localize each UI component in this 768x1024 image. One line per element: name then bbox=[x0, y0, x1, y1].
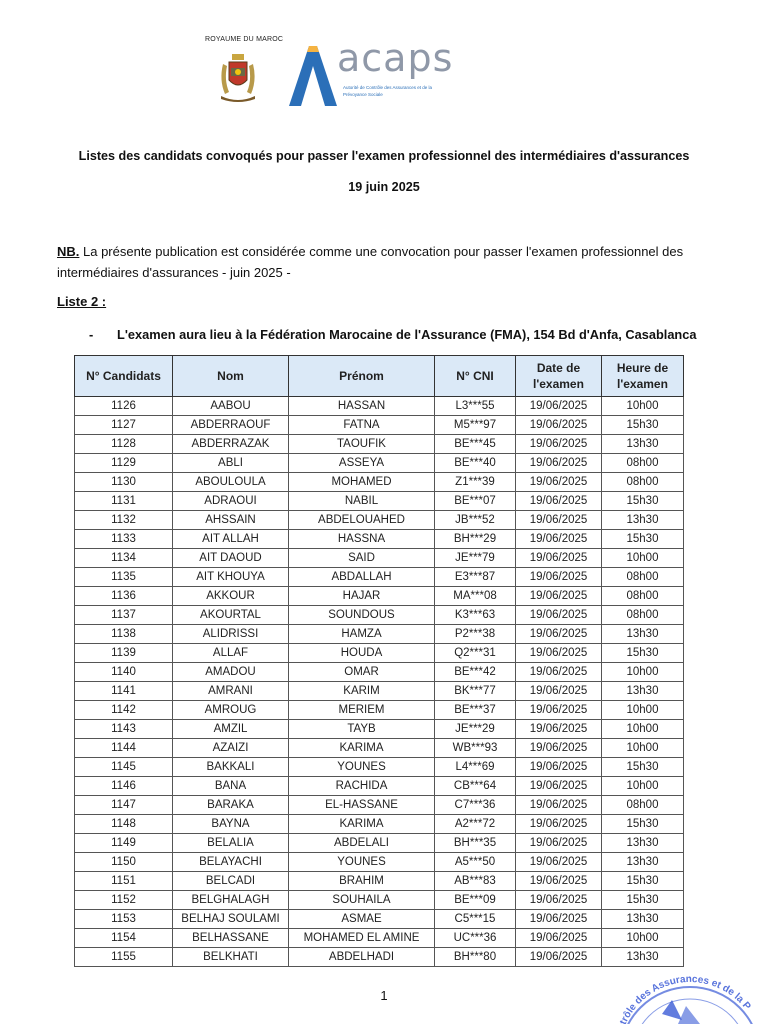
document-date: 19 juin 2025 bbox=[348, 180, 420, 194]
cell-cni: Z1***39 bbox=[435, 473, 516, 492]
cell-exam-date: 19/06/2025 bbox=[516, 606, 602, 625]
cell-cni: JE***79 bbox=[435, 549, 516, 568]
cell-exam-date: 19/06/2025 bbox=[516, 530, 602, 549]
cell-candidate-number: 1133 bbox=[75, 530, 173, 549]
cell-candidate-number: 1127 bbox=[75, 416, 173, 435]
page-number: 1 bbox=[380, 988, 388, 1003]
cell-exam-date: 19/06/2025 bbox=[516, 796, 602, 815]
table-row bbox=[75, 739, 684, 758]
cell-first-name: TAYB bbox=[289, 720, 435, 739]
nb-text: La présente publication est considérée comme une convocation pour passer l'examen professionnel des intermédiaires d'assurances - juin 2025 - bbox=[57, 244, 684, 280]
cell-last-name: ABDERRAOUF bbox=[173, 416, 289, 435]
cell-exam-hour: 08h00 bbox=[602, 454, 684, 473]
cell-last-name: AHSSAIN bbox=[173, 511, 289, 530]
cell-candidate-number: 1153 bbox=[75, 910, 173, 929]
cell-candidate-number: 1147 bbox=[75, 796, 173, 815]
cell-exam-hour: 10h00 bbox=[602, 663, 684, 682]
cell-candidate-number: 1134 bbox=[75, 549, 173, 568]
cell-first-name: YOUNES bbox=[289, 853, 435, 872]
cell-exam-hour: 10h00 bbox=[602, 739, 684, 758]
cell-last-name: BANA bbox=[173, 777, 289, 796]
table-row bbox=[75, 397, 684, 416]
cell-last-name: BARAKA bbox=[173, 796, 289, 815]
cell-last-name: BELKHATI bbox=[173, 948, 289, 967]
cell-candidate-number: 1155 bbox=[75, 948, 173, 967]
cell-first-name: YOUNES bbox=[289, 758, 435, 777]
cell-exam-hour: 13h30 bbox=[602, 435, 684, 454]
cell-cni: C7***36 bbox=[435, 796, 516, 815]
cell-exam-hour: 10h00 bbox=[602, 549, 684, 568]
cell-exam-date: 19/06/2025 bbox=[516, 777, 602, 796]
table-row bbox=[75, 910, 684, 929]
table-row bbox=[75, 948, 684, 967]
cell-candidate-number: 1143 bbox=[75, 720, 173, 739]
brand-subtitle: Autorité de Contrôle des Assurances et de la Prévoyance Sociale bbox=[343, 85, 433, 97]
cell-exam-hour: 08h00 bbox=[602, 568, 684, 587]
cell-exam-date: 19/06/2025 bbox=[516, 720, 602, 739]
cell-exam-date: 19/06/2025 bbox=[516, 549, 602, 568]
cell-candidate-number: 1146 bbox=[75, 777, 173, 796]
cell-first-name: FATNA bbox=[289, 416, 435, 435]
cell-last-name: AKOURTAL bbox=[173, 606, 289, 625]
cell-last-name: AIT DAOUD bbox=[173, 549, 289, 568]
cell-last-name: ALIDRISSI bbox=[173, 625, 289, 644]
bullet-dash: - bbox=[89, 327, 94, 342]
cell-last-name: BELAYACHI bbox=[173, 853, 289, 872]
cell-last-name: AZAIZI bbox=[173, 739, 289, 758]
cell-candidate-number: 1154 bbox=[75, 929, 173, 948]
cell-first-name: ABDELHADI bbox=[289, 948, 435, 967]
kingdom-label: ROYAUME DU MAROC bbox=[205, 36, 284, 43]
cell-exam-date: 19/06/2025 bbox=[516, 739, 602, 758]
table-row bbox=[75, 929, 684, 948]
cell-last-name: AKKOUR bbox=[173, 587, 289, 606]
cell-last-name: ALLAF bbox=[173, 644, 289, 663]
cell-exam-hour: 13h30 bbox=[602, 910, 684, 929]
cell-first-name: ASMAE bbox=[289, 910, 435, 929]
cell-exam-date: 19/06/2025 bbox=[516, 397, 602, 416]
table-row bbox=[75, 473, 684, 492]
table-row bbox=[75, 625, 684, 644]
cell-first-name: SOUNDOUS bbox=[289, 606, 435, 625]
cell-cni: CB***64 bbox=[435, 777, 516, 796]
cell-first-name: NABIL bbox=[289, 492, 435, 511]
cell-cni: BE***40 bbox=[435, 454, 516, 473]
cell-cni: A5***50 bbox=[435, 853, 516, 872]
cell-cni: JB***52 bbox=[435, 511, 516, 530]
cell-exam-hour: 15h30 bbox=[602, 644, 684, 663]
cell-cni: WB***93 bbox=[435, 739, 516, 758]
table-row bbox=[75, 511, 684, 530]
exam-location bbox=[89, 327, 696, 342]
cell-exam-date: 19/06/2025 bbox=[516, 815, 602, 834]
cell-first-name: HAMZA bbox=[289, 625, 435, 644]
cell-first-name: ABDALLAH bbox=[289, 568, 435, 587]
cell-candidate-number: 1150 bbox=[75, 853, 173, 872]
nb-label: NB. bbox=[57, 244, 80, 259]
cell-last-name: BELCADI bbox=[173, 872, 289, 891]
table-row bbox=[75, 701, 684, 720]
cell-last-name: BELHASSANE bbox=[173, 929, 289, 948]
cell-first-name: BRAHIM bbox=[289, 872, 435, 891]
cell-exam-date: 19/06/2025 bbox=[516, 929, 602, 948]
cell-cni: E3***87 bbox=[435, 568, 516, 587]
cell-exam-date: 19/06/2025 bbox=[516, 473, 602, 492]
header-cni: N° CNI bbox=[435, 356, 516, 397]
cell-exam-hour: 13h30 bbox=[602, 834, 684, 853]
cell-exam-date: 19/06/2025 bbox=[516, 891, 602, 910]
cell-exam-hour: 08h00 bbox=[602, 473, 684, 492]
cell-last-name: AIT KHOUYA bbox=[173, 568, 289, 587]
cell-last-name: AABOU bbox=[173, 397, 289, 416]
cell-first-name: HAJAR bbox=[289, 587, 435, 606]
cell-cni: UC***36 bbox=[435, 929, 516, 948]
cell-last-name: BAKKALI bbox=[173, 758, 289, 777]
cell-exam-hour: 15h30 bbox=[602, 492, 684, 511]
cell-cni: JE***29 bbox=[435, 720, 516, 739]
list-title: Liste 2 : bbox=[57, 294, 107, 309]
header-last-name: Nom bbox=[173, 356, 289, 397]
cell-first-name: HASSAN bbox=[289, 397, 435, 416]
cell-candidate-number: 1142 bbox=[75, 701, 173, 720]
cell-first-name: ABDELOUAHED bbox=[289, 511, 435, 530]
cell-exam-date: 19/06/2025 bbox=[516, 416, 602, 435]
cell-candidate-number: 1129 bbox=[75, 454, 173, 473]
table-row bbox=[75, 853, 684, 872]
cell-candidate-number: 1126 bbox=[75, 397, 173, 416]
cell-last-name: ABDERRAZAK bbox=[173, 435, 289, 454]
cell-exam-date: 19/06/2025 bbox=[516, 492, 602, 511]
cell-exam-hour: 15h30 bbox=[602, 891, 684, 910]
cell-first-name: MERIEM bbox=[289, 701, 435, 720]
cell-exam-date: 19/06/2025 bbox=[516, 587, 602, 606]
cell-cni: BK***77 bbox=[435, 682, 516, 701]
cell-first-name: KARIM bbox=[289, 682, 435, 701]
table-row bbox=[75, 796, 684, 815]
cell-exam-date: 19/06/2025 bbox=[516, 625, 602, 644]
cell-cni: P2***38 bbox=[435, 625, 516, 644]
location-text: L'examen aura lieu à la Fédération Marocaine de l'Assurance (FMA), 154 Bd d'Anfa, Casablanca bbox=[117, 327, 697, 342]
table-row bbox=[75, 454, 684, 473]
cell-candidate-number: 1131 bbox=[75, 492, 173, 511]
table-header-row bbox=[75, 356, 684, 397]
table-row bbox=[75, 758, 684, 777]
table-row bbox=[75, 587, 684, 606]
cell-cni: BE***45 bbox=[435, 435, 516, 454]
cell-last-name: AMZIL bbox=[173, 720, 289, 739]
cell-exam-date: 19/06/2025 bbox=[516, 872, 602, 891]
cell-cni: L4***69 bbox=[435, 758, 516, 777]
cell-exam-hour: 13h30 bbox=[602, 948, 684, 967]
cell-exam-date: 19/06/2025 bbox=[516, 758, 602, 777]
header-exam-hour: Heure de l'examen bbox=[602, 356, 684, 397]
cell-first-name: OMAR bbox=[289, 663, 435, 682]
cell-exam-hour: 10h00 bbox=[602, 701, 684, 720]
table-row bbox=[75, 568, 684, 587]
cell-candidate-number: 1132 bbox=[75, 511, 173, 530]
table-row bbox=[75, 815, 684, 834]
cell-candidate-number: 1137 bbox=[75, 606, 173, 625]
cell-exam-date: 19/06/2025 bbox=[516, 644, 602, 663]
cell-cni: BH***80 bbox=[435, 948, 516, 967]
cell-first-name: HASSNA bbox=[289, 530, 435, 549]
cell-last-name: BELALIA bbox=[173, 834, 289, 853]
royal-crest-icon bbox=[215, 50, 261, 104]
cell-cni: K3***63 bbox=[435, 606, 516, 625]
cell-cni: BE***42 bbox=[435, 663, 516, 682]
cell-exam-hour: 10h00 bbox=[602, 777, 684, 796]
cell-exam-hour: 15h30 bbox=[602, 530, 684, 549]
cell-first-name: RACHIDA bbox=[289, 777, 435, 796]
svg-text:Contrôle des Assurances et de: trôle des Assurances et de la P bbox=[617, 973, 753, 1024]
cell-exam-hour: 13h30 bbox=[602, 625, 684, 644]
cell-exam-date: 19/06/2025 bbox=[516, 568, 602, 587]
cell-first-name: KARIMA bbox=[289, 815, 435, 834]
table-row bbox=[75, 720, 684, 739]
header-exam-date: Date de l'examen bbox=[516, 356, 602, 397]
cell-exam-hour: 15h30 bbox=[602, 815, 684, 834]
table-row bbox=[75, 492, 684, 511]
cell-candidate-number: 1148 bbox=[75, 815, 173, 834]
cell-cni: BH***29 bbox=[435, 530, 516, 549]
cell-cni: Q2***31 bbox=[435, 644, 516, 663]
cell-candidate-number: 1152 bbox=[75, 891, 173, 910]
table-row bbox=[75, 682, 684, 701]
header bbox=[205, 32, 455, 112]
candidates-table bbox=[74, 355, 684, 967]
official-stamp-icon bbox=[600, 962, 768, 1024]
cell-candidate-number: 1145 bbox=[75, 758, 173, 777]
cell-exam-hour: 08h00 bbox=[602, 796, 684, 815]
table-row bbox=[75, 891, 684, 910]
cell-exam-date: 19/06/2025 bbox=[516, 682, 602, 701]
cell-last-name: AMADOU bbox=[173, 663, 289, 682]
cell-cni: L3***55 bbox=[435, 397, 516, 416]
table-row bbox=[75, 416, 684, 435]
cell-first-name: MOHAMED bbox=[289, 473, 435, 492]
acaps-logo-icon bbox=[285, 42, 341, 108]
cell-exam-date: 19/06/2025 bbox=[516, 853, 602, 872]
cell-last-name: ADRAOUI bbox=[173, 492, 289, 511]
cell-exam-hour: 10h00 bbox=[602, 929, 684, 948]
cell-last-name: BAYNA bbox=[173, 815, 289, 834]
cell-exam-hour: 15h30 bbox=[602, 872, 684, 891]
cell-last-name: AIT ALLAH bbox=[173, 530, 289, 549]
cell-exam-hour: 15h30 bbox=[602, 416, 684, 435]
cell-exam-hour: 08h00 bbox=[602, 587, 684, 606]
cell-first-name: ASSEYA bbox=[289, 454, 435, 473]
cell-candidate-number: 1144 bbox=[75, 739, 173, 758]
cell-candidate-number: 1141 bbox=[75, 682, 173, 701]
nb-notice bbox=[57, 241, 717, 283]
cell-candidate-number: 1136 bbox=[75, 587, 173, 606]
table-row bbox=[75, 777, 684, 796]
cell-exam-hour: 10h00 bbox=[602, 397, 684, 416]
cell-candidate-number: 1128 bbox=[75, 435, 173, 454]
header-candidate-number: N° Candidats bbox=[75, 356, 173, 397]
cell-last-name: ABOULOULA bbox=[173, 473, 289, 492]
table-row bbox=[75, 549, 684, 568]
cell-cni: BH***35 bbox=[435, 834, 516, 853]
cell-cni: BE***37 bbox=[435, 701, 516, 720]
cell-candidate-number: 1149 bbox=[75, 834, 173, 853]
cell-exam-hour: 15h30 bbox=[602, 758, 684, 777]
cell-exam-date: 19/06/2025 bbox=[516, 701, 602, 720]
cell-cni: M5***97 bbox=[435, 416, 516, 435]
cell-first-name: HOUDA bbox=[289, 644, 435, 663]
cell-exam-hour: 13h30 bbox=[602, 853, 684, 872]
cell-exam-date: 19/06/2025 bbox=[516, 454, 602, 473]
cell-exam-date: 19/06/2025 bbox=[516, 663, 602, 682]
table-row bbox=[75, 834, 684, 853]
cell-last-name: BELGHALAGH bbox=[173, 891, 289, 910]
table-row bbox=[75, 663, 684, 682]
cell-exam-hour: 13h30 bbox=[602, 682, 684, 701]
table-row bbox=[75, 872, 684, 891]
cell-exam-date: 19/06/2025 bbox=[516, 910, 602, 929]
cell-exam-date: 19/06/2025 bbox=[516, 948, 602, 967]
document-title: Listes des candidats convoqués pour passer l'examen professionnel des intermédiaires d'assurances bbox=[78, 149, 690, 163]
cell-exam-hour: 08h00 bbox=[602, 606, 684, 625]
cell-first-name: SAID bbox=[289, 549, 435, 568]
cell-cni: MA***08 bbox=[435, 587, 516, 606]
table-row bbox=[75, 435, 684, 454]
cell-first-name: SOUHAILA bbox=[289, 891, 435, 910]
cell-exam-hour: 10h00 bbox=[602, 720, 684, 739]
cell-candidate-number: 1151 bbox=[75, 872, 173, 891]
cell-cni: BE***09 bbox=[435, 891, 516, 910]
cell-cni: C5***15 bbox=[435, 910, 516, 929]
cell-exam-date: 19/06/2025 bbox=[516, 435, 602, 454]
brand-name: acaps bbox=[337, 36, 454, 80]
cell-exam-date: 19/06/2025 bbox=[516, 511, 602, 530]
cell-cni: A2***72 bbox=[435, 815, 516, 834]
table-row bbox=[75, 644, 684, 663]
cell-candidate-number: 1135 bbox=[75, 568, 173, 587]
cell-exam-hour: 13h30 bbox=[602, 511, 684, 530]
cell-candidate-number: 1130 bbox=[75, 473, 173, 492]
cell-first-name: ABDELALI bbox=[289, 834, 435, 853]
cell-first-name: EL-HASSANE bbox=[289, 796, 435, 815]
header-first-name: Prénom bbox=[289, 356, 435, 397]
cell-exam-date: 19/06/2025 bbox=[516, 834, 602, 853]
cell-last-name: ABLI bbox=[173, 454, 289, 473]
cell-last-name: AMRANI bbox=[173, 682, 289, 701]
cell-cni: AB***83 bbox=[435, 872, 516, 891]
cell-last-name: BELHAJ SOULAMI bbox=[173, 910, 289, 929]
cell-candidate-number: 1140 bbox=[75, 663, 173, 682]
table-row bbox=[75, 606, 684, 625]
cell-first-name: KARIMA bbox=[289, 739, 435, 758]
cell-first-name: TAOUFIK bbox=[289, 435, 435, 454]
cell-last-name: AMROUG bbox=[173, 701, 289, 720]
cell-first-name: MOHAMED EL AMINE bbox=[289, 929, 435, 948]
cell-candidate-number: 1138 bbox=[75, 625, 173, 644]
cell-cni: BE***07 bbox=[435, 492, 516, 511]
table-row bbox=[75, 530, 684, 549]
cell-candidate-number: 1139 bbox=[75, 644, 173, 663]
